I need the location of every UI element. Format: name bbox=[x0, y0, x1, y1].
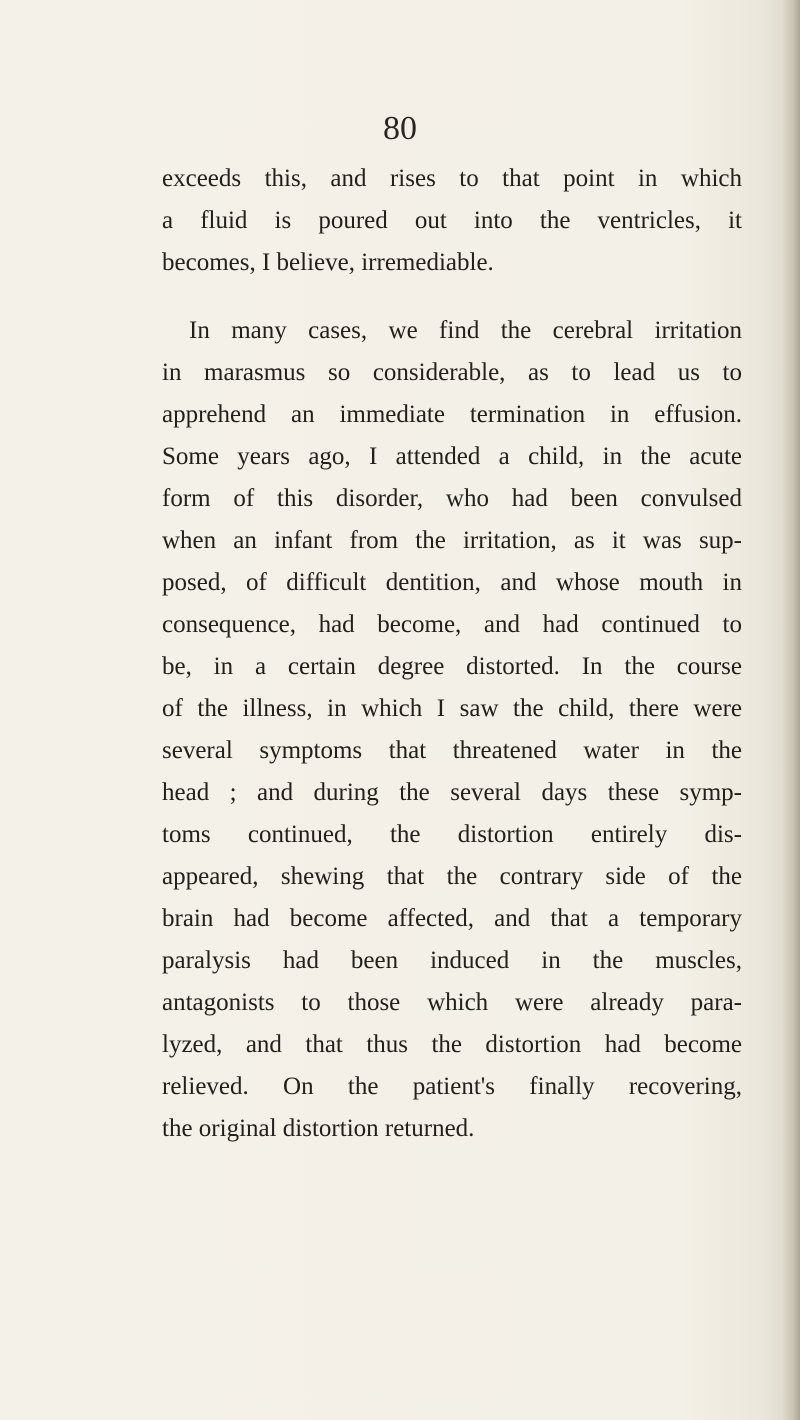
text-line: posed, of difficult dentition, and whose mouth in bbox=[162, 569, 742, 596]
text-line: the original distortion returned. bbox=[162, 1115, 475, 1142]
text-line: lyzed, and that thus the distortion had become bbox=[162, 1031, 742, 1058]
text-line: head ; and during the several days these symp- bbox=[162, 779, 742, 806]
text-line: several symptoms that threatened water in the bbox=[162, 737, 742, 764]
body-text bbox=[162, 158, 742, 1150]
text-line: apprehend an immediate termination in effusion. bbox=[162, 401, 742, 428]
text-line: when an infant from the irritation, as it was sup- bbox=[162, 527, 742, 554]
text-line: of the illness, in which I saw the child, there were bbox=[162, 695, 742, 722]
paragraph-1 bbox=[162, 158, 742, 284]
page-edge-shadow bbox=[782, 0, 800, 1420]
text-line: exceeds this, and rises to that point in which bbox=[162, 165, 742, 192]
text-line: antagonists to those which were already para- bbox=[162, 989, 742, 1016]
paragraph-gap bbox=[162, 284, 742, 310]
text-line: toms continued, the distortion entirely dis- bbox=[162, 821, 742, 848]
text-line: In many cases, we find the cerebral irritation bbox=[189, 317, 742, 344]
text-line: Some years ago, I attended a child, in the acute bbox=[162, 443, 742, 470]
text-line: relieved. On the patient's finally recovering, bbox=[162, 1073, 742, 1100]
page-number: 80 bbox=[383, 110, 417, 147]
text-line: appeared, shewing that the contrary side of the bbox=[162, 863, 742, 890]
text-line: brain had become affected, and that a temporary bbox=[162, 905, 742, 932]
text-line: paralysis had been induced in the muscles, bbox=[162, 947, 742, 974]
text-line: be, in a certain degree distorted. In the course bbox=[162, 653, 742, 680]
text-line: becomes, I believe, irremediable. bbox=[162, 249, 494, 276]
paragraph-2 bbox=[162, 310, 742, 1150]
text-line: form of this disorder, who had been convulsed bbox=[162, 485, 742, 512]
text-line: consequence, had become, and had continued to bbox=[162, 611, 742, 638]
text-line: in marasmus so considerable, as to lead us to bbox=[162, 359, 742, 386]
text-line: a fluid is poured out into the ventricles, it bbox=[162, 207, 742, 234]
